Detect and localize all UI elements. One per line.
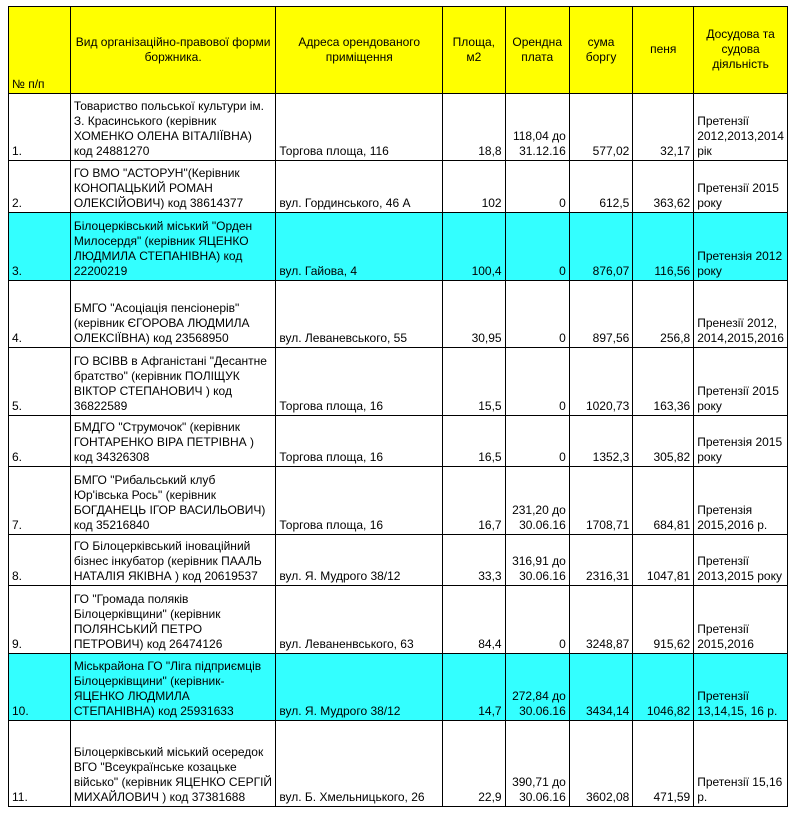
row-debt: 3434,14 <box>569 654 633 721</box>
row-debt: 2316,31 <box>569 535 633 586</box>
row-num: 9. <box>9 586 71 654</box>
row-penalty: 363,62 <box>633 161 694 213</box>
row-penalty: 256,8 <box>633 281 694 348</box>
row-rent: 118,04 до 31.12.16 <box>505 94 569 161</box>
table-row <box>9 213 788 281</box>
header-penalty: пеня <box>633 7 694 94</box>
row-court-activity: Претензія 2015,2016 р. <box>694 467 788 535</box>
row-debt: 3602,08 <box>569 721 633 807</box>
row-court-activity: Претензії 2015 року <box>694 348 788 416</box>
row-num: 7. <box>9 467 71 535</box>
row-address: вул. Я. Мудрого 38/12 <box>276 535 443 586</box>
row-address: Торгова площа, 16 <box>276 416 443 467</box>
table-row <box>9 535 788 586</box>
row-rent: 0 <box>505 213 569 281</box>
row-address: Торгова площа, 116 <box>276 94 443 161</box>
header-court: Досудова та судова діяльність <box>694 7 788 94</box>
table-row <box>9 586 788 654</box>
row-area: 84,4 <box>443 586 506 654</box>
header-area: Площа, м2 <box>443 7 506 94</box>
row-penalty: 684,81 <box>633 467 694 535</box>
row-area: 100,4 <box>443 213 506 281</box>
header-debt: сума боргу <box>569 7 633 94</box>
row-area: 33,3 <box>443 535 506 586</box>
row-rent: 316,91 до 30.06.16 <box>505 535 569 586</box>
row-num: 3. <box>9 213 71 281</box>
row-debt: 3248,87 <box>569 586 633 654</box>
row-area: 30,95 <box>443 281 506 348</box>
row-debt: 897,56 <box>569 281 633 348</box>
row-organization: БМДГО "Струмочок" (керівник ГОНТАРЕНКО ВІРА ПЕТРІВНА ) код 34326308 <box>70 416 276 467</box>
row-address: вул. Я. Мудрого 38/12 <box>276 654 443 721</box>
row-debt: 876,07 <box>569 213 633 281</box>
table-row <box>9 348 788 416</box>
debtors-table <box>8 6 788 807</box>
row-organization: ГО Білоцерківський іноваційний бізнес інкубатор (керівник ПААЛЬ НАТАЛІЯ ЯКІВНА ) код 20619537 <box>70 535 276 586</box>
row-rent: 390,71 до 30.06.16 <box>505 721 569 807</box>
row-organization: Товариство польської культури ім. З. Красинського (керівник ХОМЕНКО ОЛЕНА ВІТАЛІЇВНА) код 24881270 <box>70 94 276 161</box>
row-organization: Білоцерківський міський осередок ВГО "Всеукраїнське козацьке військо" (керівник ЯЦЕНКО СЕРГІЙ МИХАЙЛОВИЧ ) код 37381688 <box>70 721 276 807</box>
row-address: Торгова площа, 16 <box>276 348 443 416</box>
row-organization: ГО ВСІВВ в Афганістані "Десантне братство" (керівник ПОЛІЩУК ВІКТОР СТЕПАНОВИЧ ) код 36822589 <box>70 348 276 416</box>
row-organization: БМГО "Асоціація пенсіонерів" (керівник ЄГОРОВА ЛЮДМИЛА ОЛЕКСІЇВНА) код 23568950 <box>70 281 276 348</box>
row-court-activity: Претензії 2015,2016 <box>694 586 788 654</box>
table-row <box>9 161 788 213</box>
row-num: 6. <box>9 416 71 467</box>
row-court-activity: Пренезії 2012, 2014,2015,2016 <box>694 281 788 348</box>
row-debt: 1708,71 <box>569 467 633 535</box>
row-area: 22,9 <box>443 721 506 807</box>
row-num: 4. <box>9 281 71 348</box>
row-rent: 0 <box>505 586 569 654</box>
row-rent: 0 <box>505 281 569 348</box>
row-address: Торгова площа, 16 <box>276 467 443 535</box>
row-area: 16,5 <box>443 416 506 467</box>
row-court-activity: Претензія 2012 року <box>694 213 788 281</box>
row-area: 16,7 <box>443 467 506 535</box>
table-row <box>9 94 788 161</box>
row-debt: 1020,73 <box>569 348 633 416</box>
row-organization: ГО "Громада поляків Білоцерківщини" (керівник ПОЛЯНСЬКИЙ ПЕТРО ПЕТРОВИЧ) код 26474126 <box>70 586 276 654</box>
table-row <box>9 467 788 535</box>
row-num: 8. <box>9 535 71 586</box>
row-address: вул. Гайова, 4 <box>276 213 443 281</box>
row-address: вул. Б. Хмельницького, 26 <box>276 721 443 807</box>
row-penalty: 305,82 <box>633 416 694 467</box>
row-organization: ГО ВМО "АСТОРУН"(Керівник КОНОПАЦЬКИЙ РОМАН ОЛЕКСІЙОВИЧ) код 38614377 <box>70 161 276 213</box>
row-court-activity: Претензії 13,14,15, 16 р. <box>694 654 788 721</box>
row-penalty: 163,36 <box>633 348 694 416</box>
row-court-activity: Претензії 15,16 р. <box>694 721 788 807</box>
row-penalty: 1046,82 <box>633 654 694 721</box>
table-row <box>9 281 788 348</box>
table-row <box>9 721 788 807</box>
row-num: 2. <box>9 161 71 213</box>
row-num: 11. <box>9 721 71 807</box>
header-rent: Орендна плата <box>505 7 569 94</box>
row-rent: 231,20 до 30.06.16 <box>505 467 569 535</box>
row-area: 14,7 <box>443 654 506 721</box>
row-area: 18,8 <box>443 94 506 161</box>
row-penalty: 915,62 <box>633 586 694 654</box>
table-row <box>9 416 788 467</box>
row-num: 1. <box>9 94 71 161</box>
row-rent: 0 <box>505 416 569 467</box>
row-area: 15,5 <box>443 348 506 416</box>
row-area: 102 <box>443 161 506 213</box>
row-court-activity: Претензії 2015 року <box>694 161 788 213</box>
row-num: 5. <box>9 348 71 416</box>
row-address: вул. Гординського, 46 А <box>276 161 443 213</box>
header-org: Вид організаційно-правової форми боржника. <box>70 7 276 94</box>
row-organization: Білоцерківський міський "Орден Милосердя" (керівник ЯЦЕНКО ЛЮДМИЛА СТЕПАНІВНА) код 22200219 <box>70 213 276 281</box>
header-num: № п/п <box>9 7 71 94</box>
row-address: вул. Леваневського, 55 <box>276 281 443 348</box>
row-rent: 0 <box>505 161 569 213</box>
header-address: Адреса орендованого приміщення <box>276 7 443 94</box>
row-rent: 272,84 до 30.06.16 <box>505 654 569 721</box>
row-debt: 612,5 <box>569 161 633 213</box>
row-debt: 577,02 <box>569 94 633 161</box>
row-organization: Міськрайона ГО "Ліга підприємців Білоцерківщини" (керівник-ЯЦЕНКО ЛЮДМИЛА СТЕПАНІВНА) код 25931633 <box>70 654 276 721</box>
row-court-activity: Претензія 2015 року <box>694 416 788 467</box>
row-num: 10. <box>9 654 71 721</box>
row-penalty: 1047,81 <box>633 535 694 586</box>
header-row <box>9 7 788 94</box>
row-court-activity: Претензії 2012,2013,2014 рік <box>694 94 788 161</box>
row-court-activity: Претензії 2013,2015 року <box>694 535 788 586</box>
row-penalty: 471,59 <box>633 721 694 807</box>
table-row <box>9 654 788 721</box>
row-penalty: 32,17 <box>633 94 694 161</box>
row-rent: 0 <box>505 348 569 416</box>
row-organization: БМГО "Рибальський клуб Юр'івська Рось" (керівник БОГДАНЕЦЬ ІГОР ВАСИЛЬОВИЧ) код 35216840 <box>70 467 276 535</box>
row-penalty: 116,56 <box>633 213 694 281</box>
row-debt: 1352,3 <box>569 416 633 467</box>
row-address: вул. Леваненвського, 63 <box>276 586 443 654</box>
